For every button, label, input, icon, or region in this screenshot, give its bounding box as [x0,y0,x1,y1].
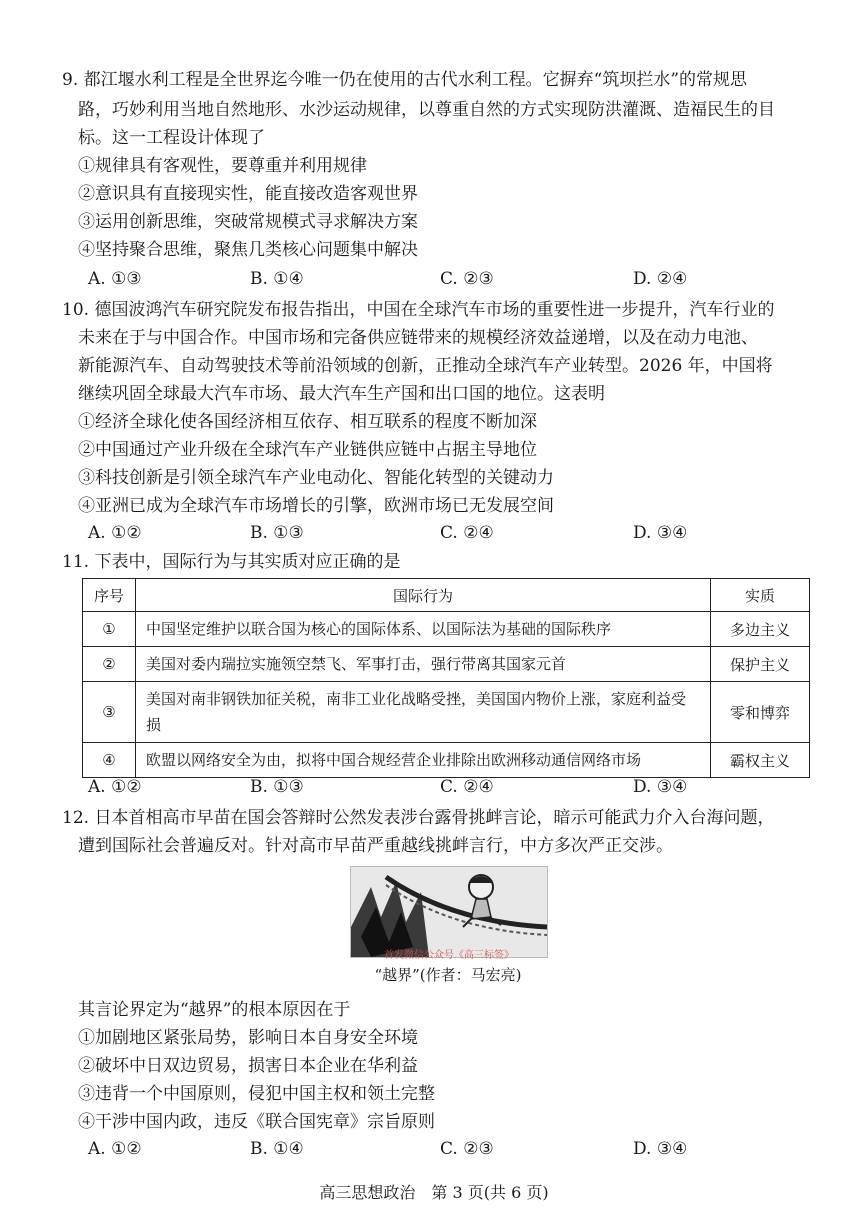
table-row [83,682,810,743]
q12-option-a[interactable]: A. ①② [88,1139,142,1159]
q11-option-a[interactable]: A. ①② [88,777,142,797]
q10-option-d[interactable]: D. ③④ [633,523,688,543]
q11-options [88,774,788,800]
table-row [83,647,810,682]
row-essence: 保护主义 [711,647,810,682]
q9-option-a[interactable]: A. ①③ [88,269,142,289]
q9-option-d[interactable]: D. ②④ [633,269,688,289]
q12-option-d[interactable]: D. ③④ [633,1139,688,1159]
q10-item-2: ②中国通过产业升级在全球汽车产业链供应链中占据主导地位 [78,440,537,460]
q10-stem-line-3: 新能源汽车、自动驾驶技术等前沿领域的创新，正推动全球汽车产业转型。2026 年，中国将 [78,356,773,376]
q9-item-3: ③运用创新思维，突破常规模式寻求解决方案 [78,212,418,232]
q10-stem-line-1: 10. 德国波鸿汽车研究院发布报告指出，中国在全球汽车市场的重要性进一步提升，汽车行业的 [62,300,775,320]
q9-item-1: ①规律具有客观性，要尊重并利用规律 [78,156,367,176]
table-row [83,743,810,778]
page-footer: 高三思想政治 第 3 页(共 6 页) [319,1183,549,1202]
q10-options [88,520,788,546]
table-row [83,612,810,647]
q12-item-4: ④干涉中国内政，违反《联合国宪章》宗旨原则 [78,1112,435,1132]
cartoon-caption: “越界”(作者：马宏亮) [374,966,522,984]
q11-stem: 11. 下表中，国际行为与其实质对应正确的是 [62,552,401,572]
q12-item-1: ①加剧地区紧张局势，影响日本自身安全环境 [78,1028,418,1048]
header-action: 国际行为 [136,579,711,612]
q12-option-b[interactable]: B. ①④ [250,1139,304,1159]
header-no: 序号 [83,579,136,612]
watermark-text: 首发微信公众号《高三标签》 [384,950,514,961]
q12-option-c[interactable]: C. ②③ [440,1139,494,1159]
q9-stem-line-2: 路，巧妙利用当地自然地形、水沙运动规律，以尊重自然的方式实现防洪灌溉、造福民生的目 [78,100,775,120]
q9-stem-line-3: 标。这一工程设计体现了 [78,128,265,148]
row-action: 美国对南非钢铁加征关税，南非工业化战略受挫，美国国内物价上涨，家庭利益受损 [136,682,711,743]
q10-item-1: ①经济全球化使各国经济相互依存、相互联系的程度不断加深 [78,412,537,432]
row-no: ④ [83,743,136,778]
row-no: ① [83,612,136,647]
q12-question: 其言论界定为“越界”的根本原因在于 [78,1000,351,1020]
q9-option-b[interactable]: B. ①④ [250,269,304,289]
q11-option-b[interactable]: B. ①③ [250,777,304,797]
row-essence: 多边主义 [711,612,810,647]
q10-item-3: ③科技创新是引领全球汽车产业电动化、智能化转型的关键动力 [78,468,554,488]
q12-stem-line-1: 12. 日本首相高市早苗在国会答辩时公然发表涉台露骨挑衅言论，暗示可能武力介入台海问题， [62,808,775,828]
q10-stem-line-2: 未来在于与中国合作。中国市场和完备供应链带来的规模经济效益递增，以及在动力电池、 [78,328,758,348]
q9-item-4: ④坚持聚合思维，聚焦几类核心问题集中解决 [78,240,418,260]
row-no: ② [83,647,136,682]
q10-option-c[interactable]: C. ②④ [440,523,494,543]
q12-item-3: ③违背一个中国原则，侵犯中国主权和领土完整 [78,1084,435,1104]
q11-table [82,578,810,778]
q9-item-2: ②意识具有直接现实性，能直接改造客观世界 [78,184,418,204]
row-action: 中国坚定维护以联合国为核心的国际体系、以国际法为基础的国际秩序 [136,612,711,647]
cartoon-image [350,866,548,958]
q10-option-b[interactable]: B. ①③ [250,523,304,543]
row-essence: 零和博弈 [711,682,810,743]
q11-option-d[interactable]: D. ③④ [633,777,688,797]
q9-stem-line-1: 9. 都江堰水利工程是全世界迄今唯一仍在使用的古代水利工程。它摒弃“筑坝拦水”的常规思 [62,70,748,90]
header-essence: 实质 [711,579,810,612]
table-header-row [83,579,810,612]
q12-stem-line-2: 遭到国际社会普遍反对。针对高市早苗严重越线挑衅言行，中方多次严正交涉。 [78,836,673,856]
row-action: 欧盟以网络安全为由，拟将中国合规经营企业排除出欧洲移动通信网络市场 [136,743,711,778]
q9-options [88,266,788,292]
row-action: 美国对委内瑞拉实施领空禁飞、军事打击，强行带离其国家元首 [136,647,711,682]
row-no: ③ [83,682,136,743]
q9-option-c[interactable]: C. ②③ [440,269,494,289]
q10-item-4: ④亚洲已成为全球汽车市场增长的引擎，欧洲市场已无发展空间 [78,496,554,516]
row-essence: 霸权主义 [711,743,810,778]
q12-options [88,1136,788,1162]
q12-item-2: ②破坏中日双边贸易，损害日本企业在华利益 [78,1056,418,1076]
cartoon-illustration [351,867,547,957]
q10-option-a[interactable]: A. ①② [88,523,142,543]
q11-option-c[interactable]: C. ②④ [440,777,494,797]
q10-stem-line-4: 继续巩固全球最大汽车市场、最大汽车生产国和出口国的地位。这表明 [78,384,605,404]
